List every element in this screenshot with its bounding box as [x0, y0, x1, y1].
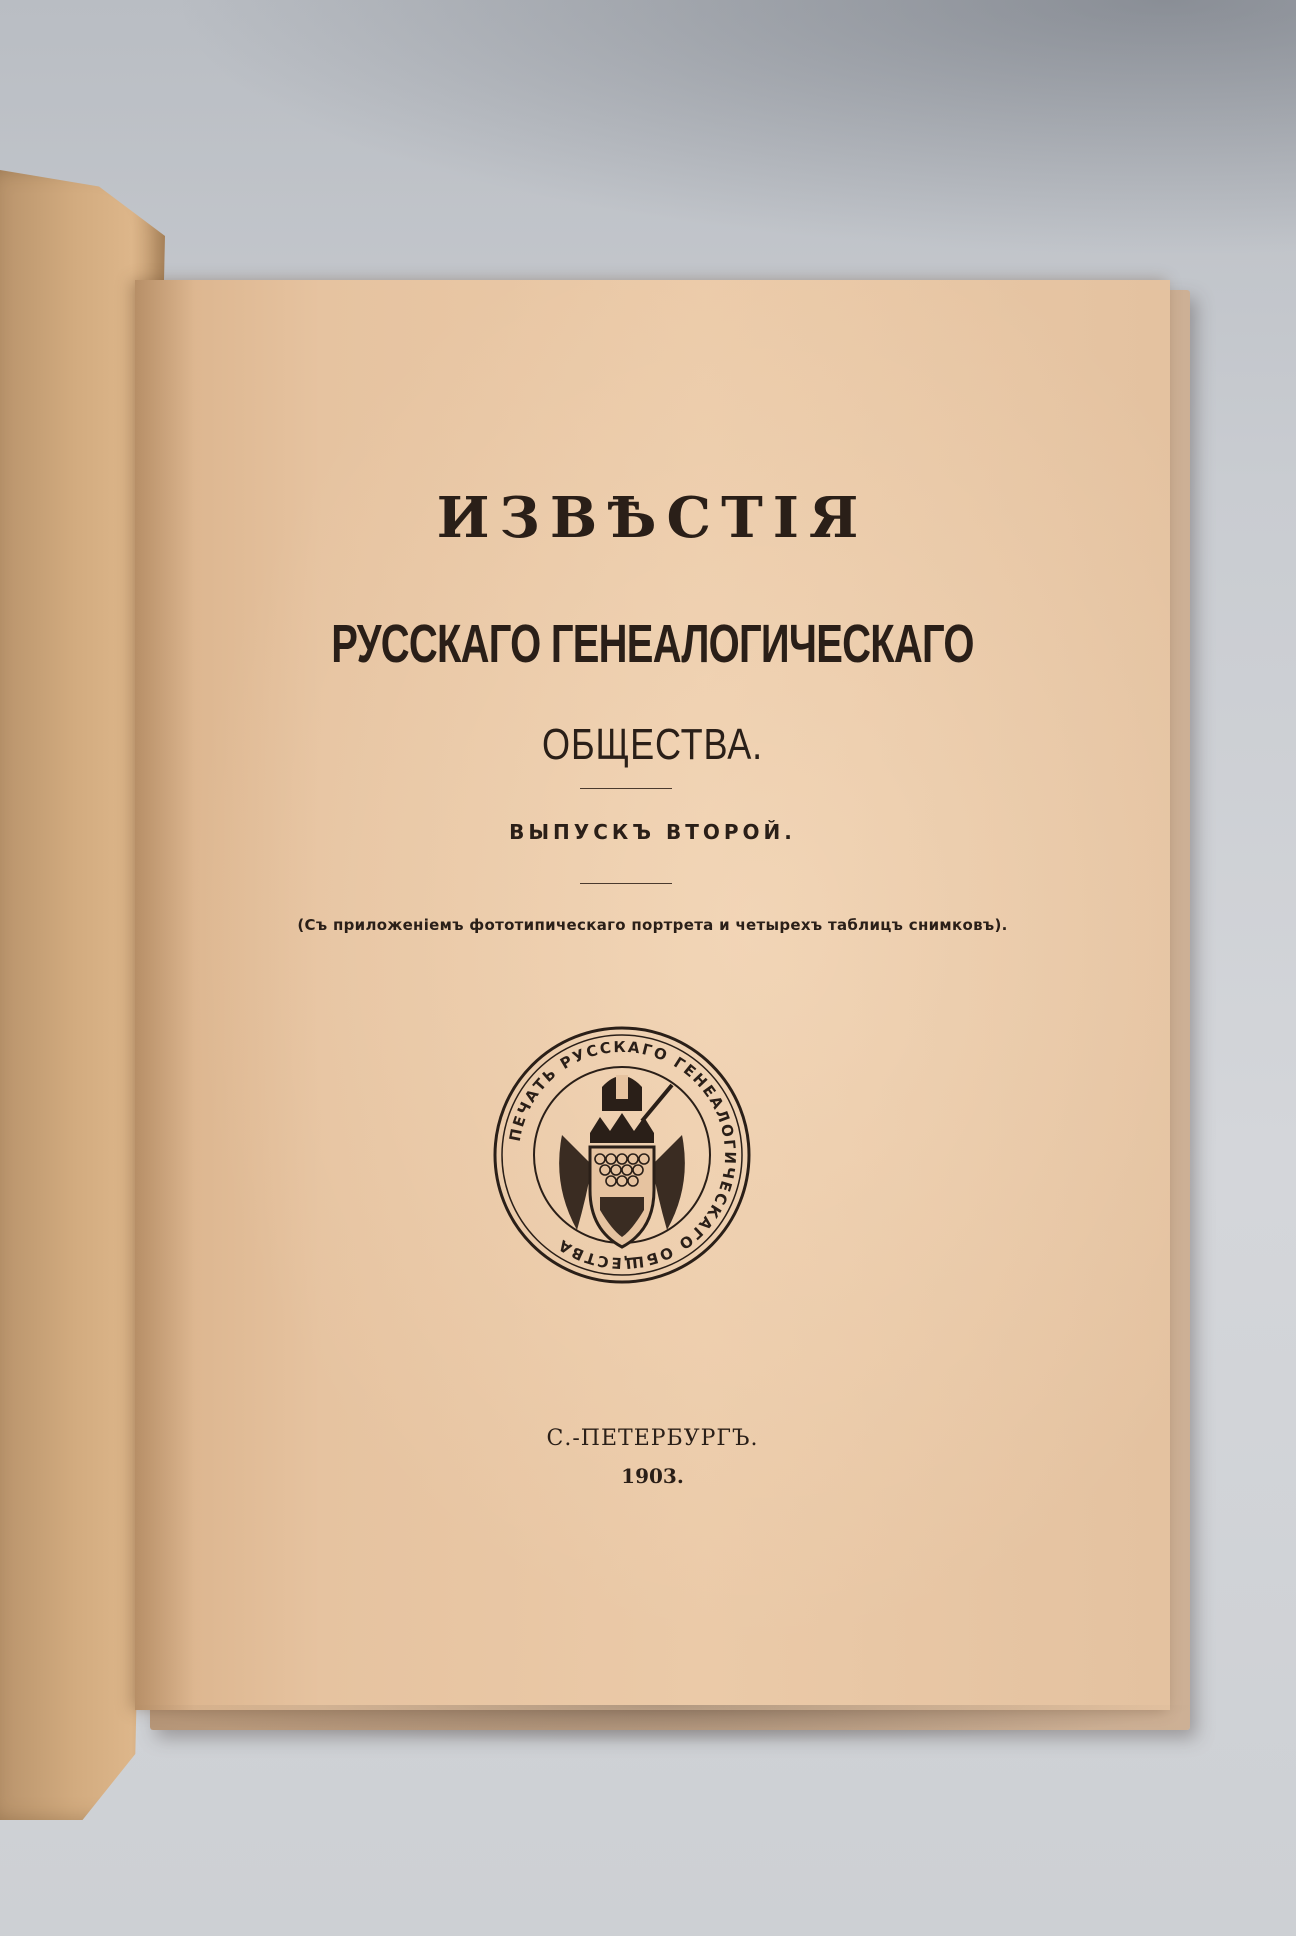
imprint-year: 1903.: [621, 1464, 684, 1488]
book-shadow: [120, 1705, 1200, 1745]
title-page: [135, 280, 1170, 1710]
imprint-city: С.-ПЕТЕРБУРГЪ.: [546, 1426, 759, 1451]
issue-label: ВЫПУСКЪ ВТОРОЙ.: [509, 820, 796, 844]
divider-rule: [580, 788, 672, 789]
society-seal-icon: [492, 1025, 752, 1285]
publication-note: (Съ приложеніемъ фототипическаго портрета и четырехъ таблицъ снимковъ).: [297, 916, 1008, 934]
title-line-1: ИЗВѢСТІЯ: [436, 485, 869, 551]
title-line-2: РУССКАГО ГЕНЕАЛОГИЧЕСКАГО: [331, 614, 974, 674]
title-line-3: ОБЩЕСТВА.: [542, 720, 763, 769]
divider-rule: [580, 883, 672, 884]
seal-ring-text: ПЕЧАТЬ РУССКАГО ГЕНЕАЛОГИЧЕСКАГО ОБЩЕСТВА: [505, 1037, 740, 1273]
background-shadow: [0, 0, 1296, 300]
